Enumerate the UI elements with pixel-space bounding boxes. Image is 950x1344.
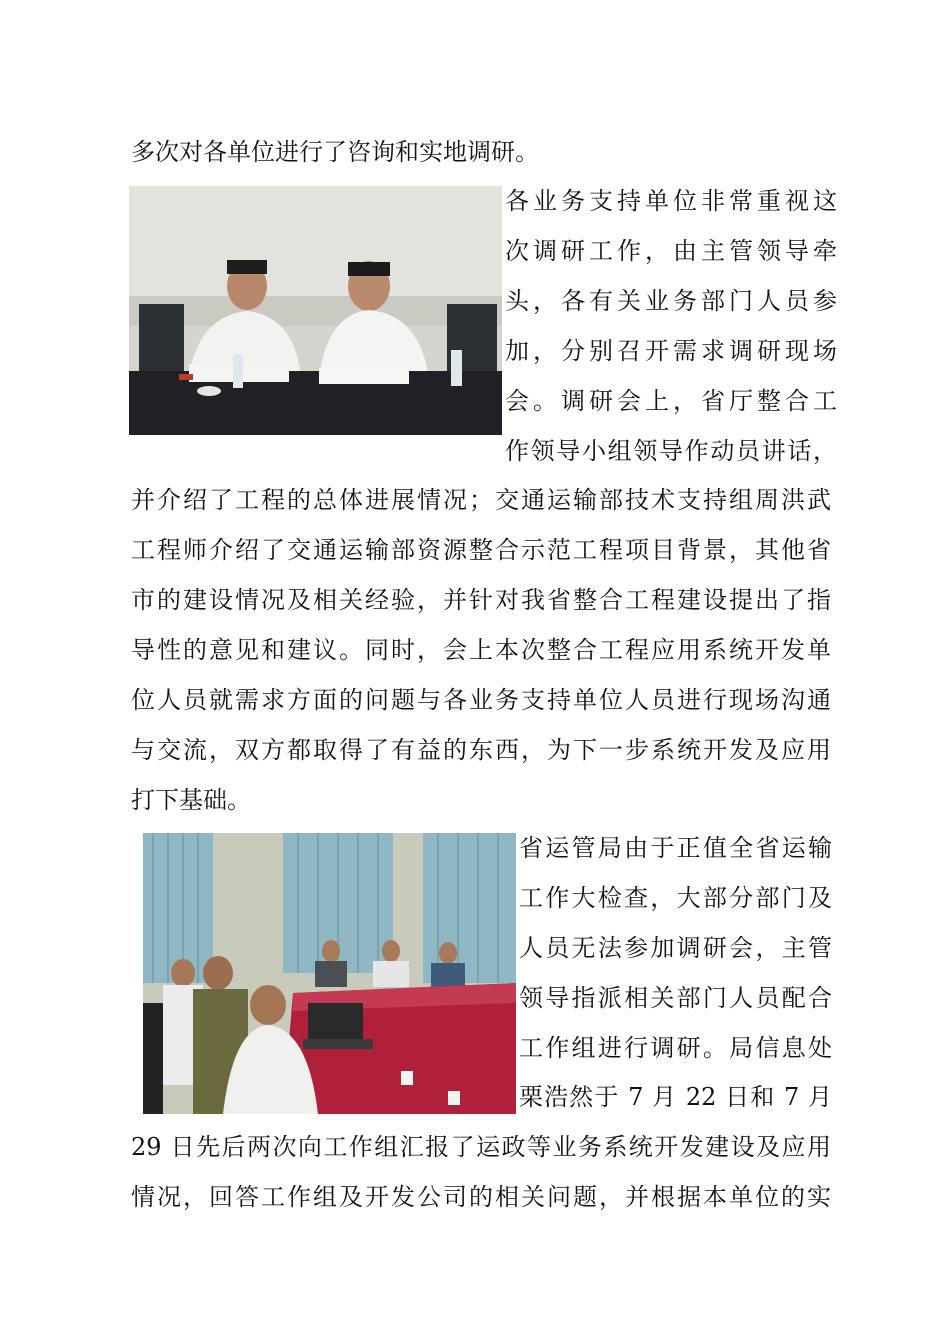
text-line: 次调研工作，由主管领导牵 <box>505 237 837 265</box>
text-line: 加，分别召开需求调研现场 <box>505 337 837 365</box>
meeting-photo-1 <box>129 186 502 435</box>
text-line: 工作大检查，大部分部门及 <box>519 884 832 912</box>
text-line: 29 日先后两次向工作组汇报了运政等业务系统开发建设及应用 <box>131 1133 831 1161</box>
text-line: 头，各有关业务部门人员参 <box>505 287 837 315</box>
text-line: 市的建设情况及相关经验，并针对我省整合工程建设提出了指 <box>131 586 831 614</box>
text-line: 并介绍了工程的总体进展情况；交通运输部技术支持组周洪武 <box>131 486 831 514</box>
text-line: 会。调研会上，省厅整合工 <box>505 387 837 415</box>
text-line: 工程师介绍了交通运输部资源整合示范工程项目背景，其他省 <box>131 536 831 564</box>
meeting-photo-1-image <box>129 186 502 435</box>
text-line: 工作组进行调研。局信息处 <box>519 1034 832 1062</box>
text-line: 各业务支持单位非常重视这 <box>505 187 837 215</box>
text-line: 作领导小组领导作动员讲话， <box>505 437 837 465</box>
meeting-photo-2-image <box>143 833 516 1114</box>
text-line: 人员无法参加调研会，主管 <box>519 934 832 962</box>
text-line: 与交流，双方都取得了有益的东西，为下一步系统开发及应用 <box>131 736 831 764</box>
text-line: 打下基础。 <box>131 786 251 814</box>
text-line: 导性的意见和建议。同时，会上本次整合工程应用系统开发单 <box>131 636 831 664</box>
text-line: 省运管局由于正值全省运输 <box>519 834 832 862</box>
text-line: 多次对各单位进行了咨询和实地调研。 <box>131 138 539 166</box>
text-line: 栗浩然于 7 月 22 日和 7 月 <box>519 1083 832 1111</box>
text-line: 位人员就需求方面的问题与各业务支持单位人员进行现场沟通 <box>131 686 831 714</box>
text-line: 情况，回答工作组及开发公司的相关问题，并根据本单位的实 <box>131 1183 831 1211</box>
text-line: 领导指派相关部门人员配合 <box>519 984 832 1012</box>
meeting-photo-2 <box>143 833 516 1114</box>
